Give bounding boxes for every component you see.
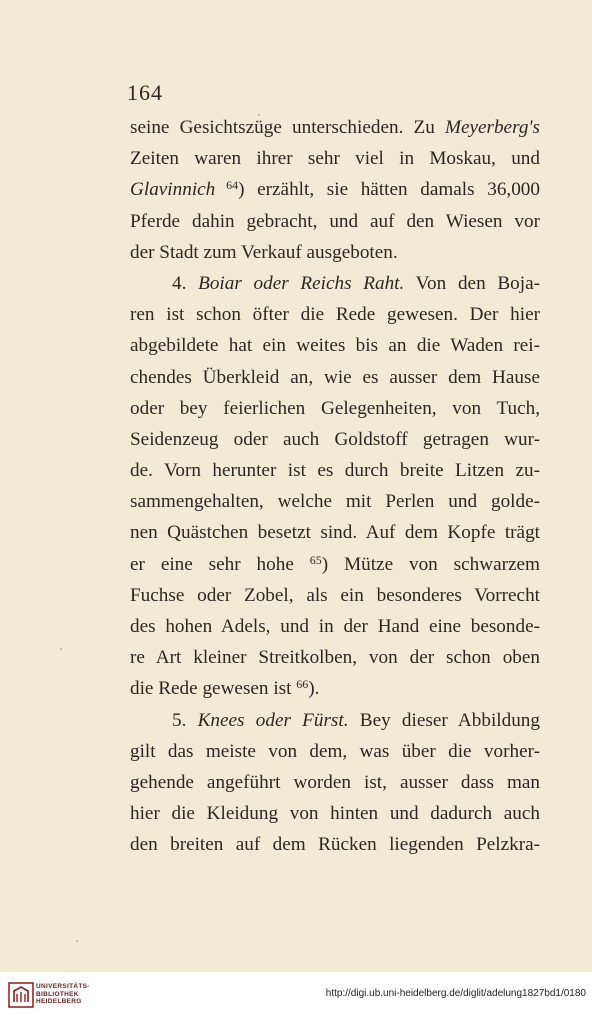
text-line <box>130 112 540 143</box>
word: viel <box>355 148 384 170</box>
line-content <box>130 798 540 829</box>
text-line <box>130 174 540 205</box>
text-line <box>130 673 540 704</box>
text-line <box>130 642 540 673</box>
footnote-marker: 66 <box>296 677 309 692</box>
text-line <box>130 455 540 486</box>
word: und <box>511 148 540 170</box>
text-run: ) Mütze von schwarzem <box>321 553 540 575</box>
word: waren <box>194 148 242 170</box>
text-line <box>130 206 540 237</box>
word: sehr <box>307 148 340 170</box>
text-run: die Rede gewesen ist <box>130 678 297 700</box>
text-line <box>130 143 540 174</box>
word: Zeiten <box>130 148 180 170</box>
footnote-marker: 64 <box>215 178 239 193</box>
line-content <box>130 330 540 361</box>
text-line <box>130 767 540 798</box>
line-content <box>130 673 319 704</box>
paper-speck <box>258 114 260 116</box>
library-name-line: HEIDELBERG <box>36 998 82 1005</box>
text-line <box>130 798 540 829</box>
text-line <box>130 486 540 517</box>
text-run: re Art kleiner Streitkolben, von der schon oben <box>130 647 540 669</box>
text-run: 4. <box>172 272 199 294</box>
text-run: hier die Kleidung von hinten und dadurch auch <box>130 803 540 825</box>
line-content <box>130 206 540 237</box>
line-content <box>130 767 540 798</box>
line-content <box>130 642 540 673</box>
university-seal-icon[interactable] <box>8 982 34 1008</box>
text-run: ). <box>308 678 320 700</box>
line-content <box>130 112 540 143</box>
text-line <box>130 611 540 642</box>
text-line <box>130 517 540 548</box>
text-line <box>130 705 540 736</box>
text-run: de. Vorn herunter ist es durch breite Litzen zu- <box>130 460 540 482</box>
text-run: gehende angeführt worden ist, ausser dass man <box>130 771 540 793</box>
paper-speck <box>60 648 62 650</box>
paper-speck <box>76 940 78 942</box>
page-number: 164 <box>127 80 163 105</box>
word: ihrer <box>256 148 293 170</box>
text-run: Pferde dahin gebracht, und auf den Wiesen vor <box>130 210 540 232</box>
text-line <box>130 424 540 455</box>
text-run: Seidenzeug oder auch Goldstoff getragen wur- <box>130 428 540 450</box>
footer-bar <box>0 972 592 1017</box>
text-line <box>130 237 540 268</box>
library-name-line: BIBLIOTHEK <box>36 990 79 998</box>
line-content <box>130 299 540 330</box>
text-line <box>130 580 540 611</box>
italic-term: Knees oder Fürst. <box>197 709 349 731</box>
text-line <box>130 330 540 361</box>
line-content <box>130 580 540 611</box>
text-line <box>130 549 540 580</box>
text-run: 5. <box>172 709 198 731</box>
line-content <box>130 549 540 580</box>
line-content <box>130 736 540 767</box>
text-run: abgebildete hat ein weites bis an die Waden rei- <box>130 335 540 357</box>
permalink-url[interactable]: http://digi.ub.uni-heidelberg.de/diglit/adelung1827bd1/0180 <box>325 988 586 999</box>
text-run: er eine sehr hohe <box>130 553 310 575</box>
footnote-marker: 65 <box>309 552 322 567</box>
library-name-line: UNIVERSITÄTS- <box>36 983 90 990</box>
line-content <box>130 455 540 486</box>
text-run: der Stadt zum Verkauf ausgeboten. <box>130 241 398 263</box>
text-run: seine Gesichtszüge unterschieden. Zu <box>130 117 445 138</box>
text-line <box>130 268 540 299</box>
italic-term: Meyerberg's <box>444 117 540 138</box>
library-name[interactable] <box>36 983 90 1006</box>
text-run: nen Quästchen besetzt sind. Auf dem Kopfe trägt <box>130 522 540 544</box>
text-run: Bey dieser Abbildung <box>348 709 540 731</box>
line-content <box>130 174 540 205</box>
text-run: Von den Boja- <box>404 272 541 294</box>
text-run: gilt das meiste von dem, was über die vorher- <box>130 740 540 762</box>
text-line <box>130 362 540 393</box>
line-content <box>130 424 540 455</box>
text-run: des hohen Adels, und in der Hand eine besonde- <box>130 616 540 637</box>
line-content <box>130 362 540 393</box>
line-content <box>130 829 540 860</box>
text-line <box>130 736 540 767</box>
word: Moskau, <box>429 148 496 170</box>
line-content <box>130 237 398 268</box>
text-run: Fuchse oder Zobel, als ein besonderes Vorrecht <box>130 584 540 606</box>
line-content <box>130 611 540 642</box>
italic-term: Boiar oder Reichs Raht. <box>198 272 405 294</box>
text-run: oder bey feierlichen Gelegenheiten, von Tuch, <box>130 397 540 419</box>
line-content <box>130 517 540 548</box>
line-content <box>130 393 540 424</box>
text-line <box>130 393 540 424</box>
text-run: chendes Überkleid an, wie es ausser dem Hause <box>130 366 540 388</box>
line-content <box>172 268 540 299</box>
text-run: ) erzählt, sie hätten damals 36,000 <box>238 179 540 201</box>
text-line <box>130 829 540 860</box>
line-content <box>130 486 540 517</box>
body-text <box>130 112 540 861</box>
word: in <box>399 148 415 170</box>
text-run: den breiten auf dem Rücken liegenden Pelzkra- <box>130 834 540 856</box>
text-run: sammengehalten, welche mit Perlen und golde- <box>130 491 540 513</box>
line-content <box>172 705 540 736</box>
italic-term: Glavinnich <box>130 179 216 201</box>
text-run: ren ist schon öfter die Rede gewesen. Der hier <box>130 304 540 326</box>
text-line <box>130 299 540 330</box>
